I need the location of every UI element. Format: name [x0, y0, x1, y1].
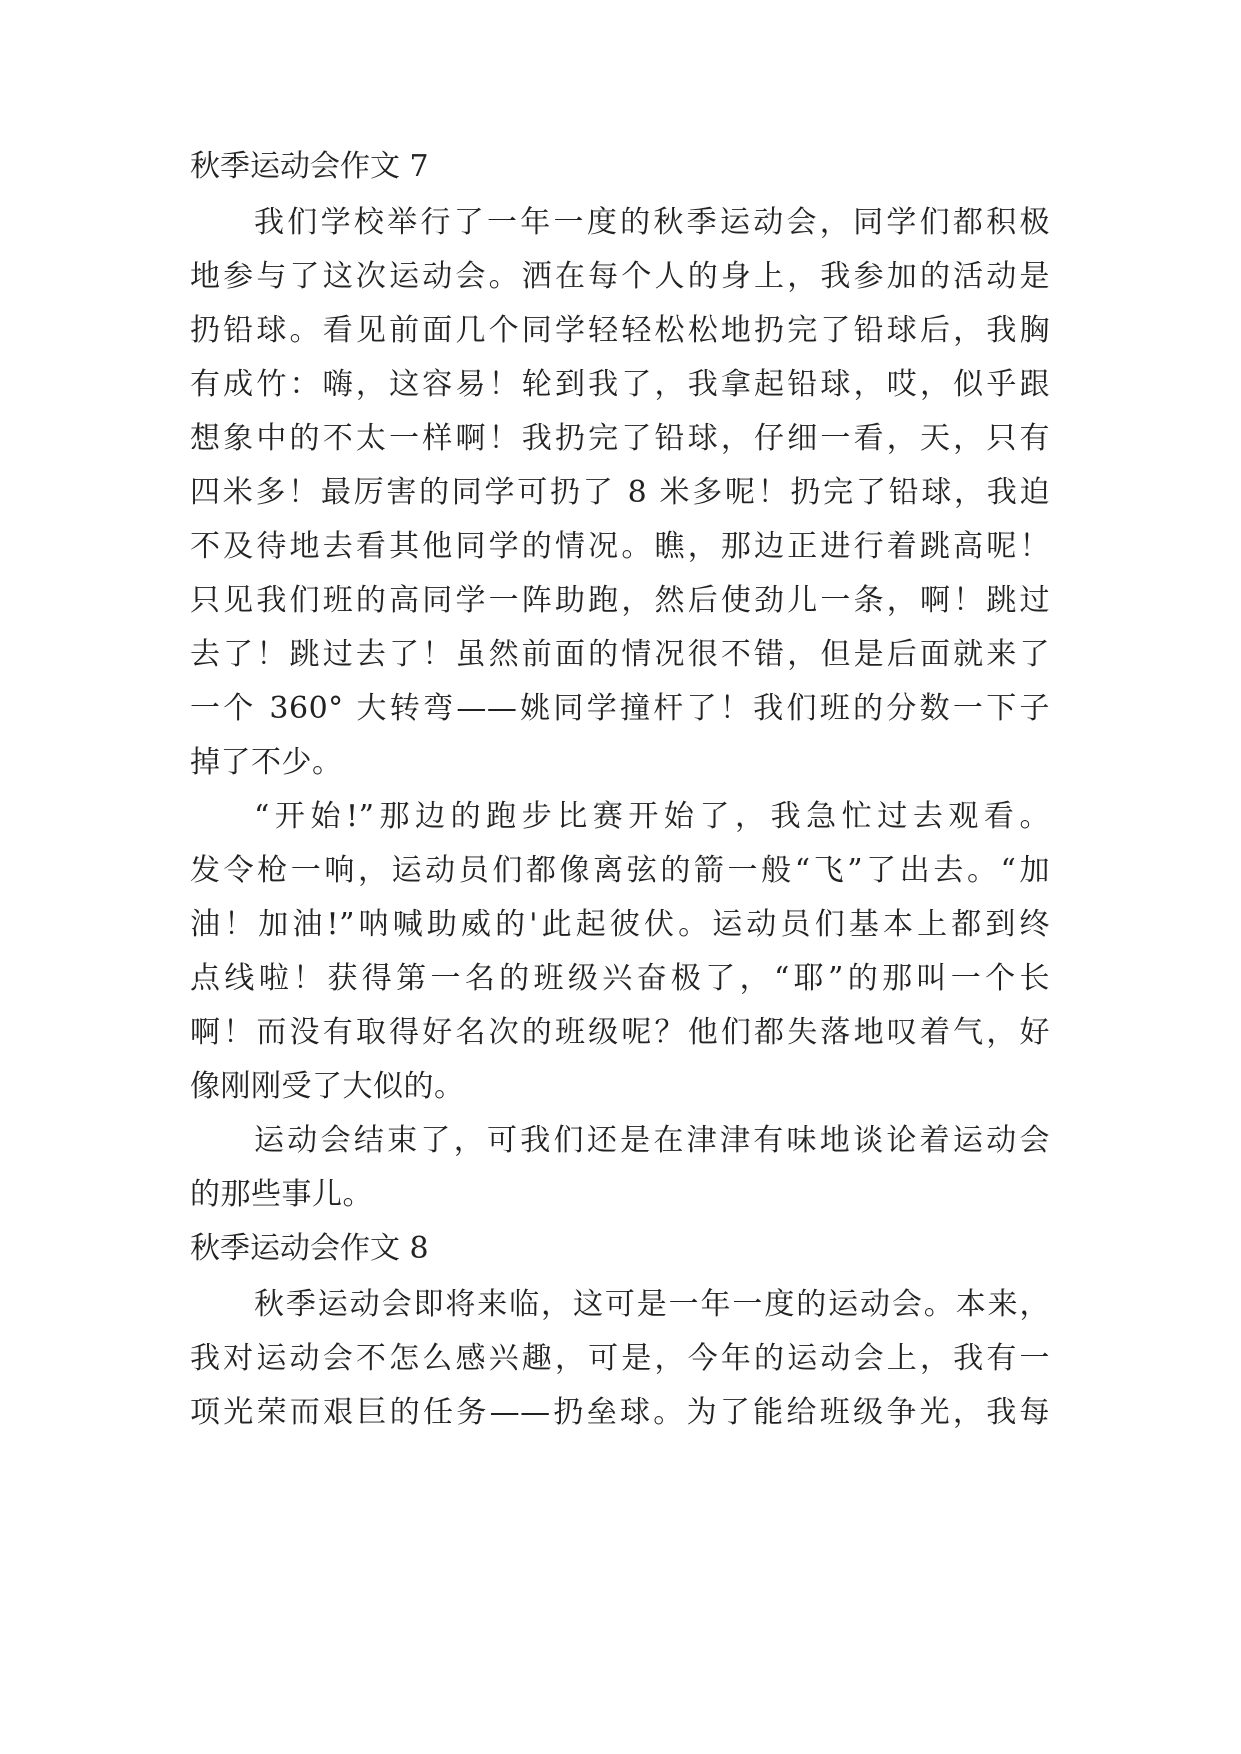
paragraph-line: 去了！跳过去了！虽然前面的情况很不错，但是后面就来了 [190, 637, 1050, 672]
paragraph-line: “开始!”那边的跑步比赛开始了，我急忙过去观看。 [254, 799, 1050, 834]
paragraph-line: 的那些事儿。 [190, 1177, 373, 1212]
paragraph-line: 四米多！最厉害的同学可扔了 8 米多呢！扔完了铅球，我迫 [190, 475, 1050, 510]
document-page [190, 0, 1050, 1754]
paragraph-line: 项光荣而艰巨的任务——扔垒球。为了能给班级争光，我每 [190, 1395, 1050, 1430]
essay-8-title: 秋季运动会作文 8 [190, 1231, 429, 1266]
paragraph-line: 点线啦！获得第一名的班级兴奋极了，“耶”的那叫一个长 [190, 961, 1050, 996]
paragraph-line: 我对运动会不怎么感兴趣，可是，今年的运动会上，我有一 [190, 1341, 1050, 1376]
paragraph-line: 啊！而没有取得好名次的班级呢？他们都失落地叹着气，好 [190, 1015, 1050, 1050]
paragraph-line: 我们学校举行了一年一度的秋季运动会，同学们都积极 [254, 205, 1050, 240]
essay-7-title: 秋季运动会作文 7 [190, 149, 429, 184]
paragraph-line: 油！加油!”呐喊助威的'此起彼伏。运动员们基本上都到终 [190, 907, 1050, 942]
paragraph-line: 运动会结束了，可我们还是在津津有味地谈论着运动会 [254, 1123, 1050, 1158]
paragraph-line: 有成竹：嗨，这容易！轮到我了，我拿起铅球，哎，似乎跟 [190, 367, 1050, 402]
paragraph-line: 发令枪一响，运动员们都像离弦的箭一般“飞”了出去。“加 [190, 853, 1050, 888]
paragraph-line: 像刚刚受了大似的。 [190, 1069, 465, 1104]
paragraph-line: 掉了不少。 [190, 745, 343, 780]
paragraph-line: 只见我们班的高同学一阵助跑，然后使劲儿一条，啊！跳过 [190, 583, 1050, 618]
paragraph-line: 秋季运动会即将来临，这可是一年一度的运动会。本来， [254, 1287, 1050, 1322]
paragraph-line: 一个 360° 大转弯——姚同学撞杆了！我们班的分数一下子 [190, 691, 1050, 726]
paragraph-line: 扔铅球。看见前面几个同学轻轻松松地扔完了铅球后，我胸 [190, 313, 1050, 348]
paragraph-line: 想象中的不太一样啊！我扔完了铅球，仔细一看，天，只有 [190, 421, 1050, 456]
paragraph-line: 不及待地去看其他同学的情况。瞧，那边正进行着跳高呢！ [190, 529, 1050, 564]
paragraph-line: 地参与了这次运动会。洒在每个人的身上，我参加的活动是 [190, 259, 1050, 294]
